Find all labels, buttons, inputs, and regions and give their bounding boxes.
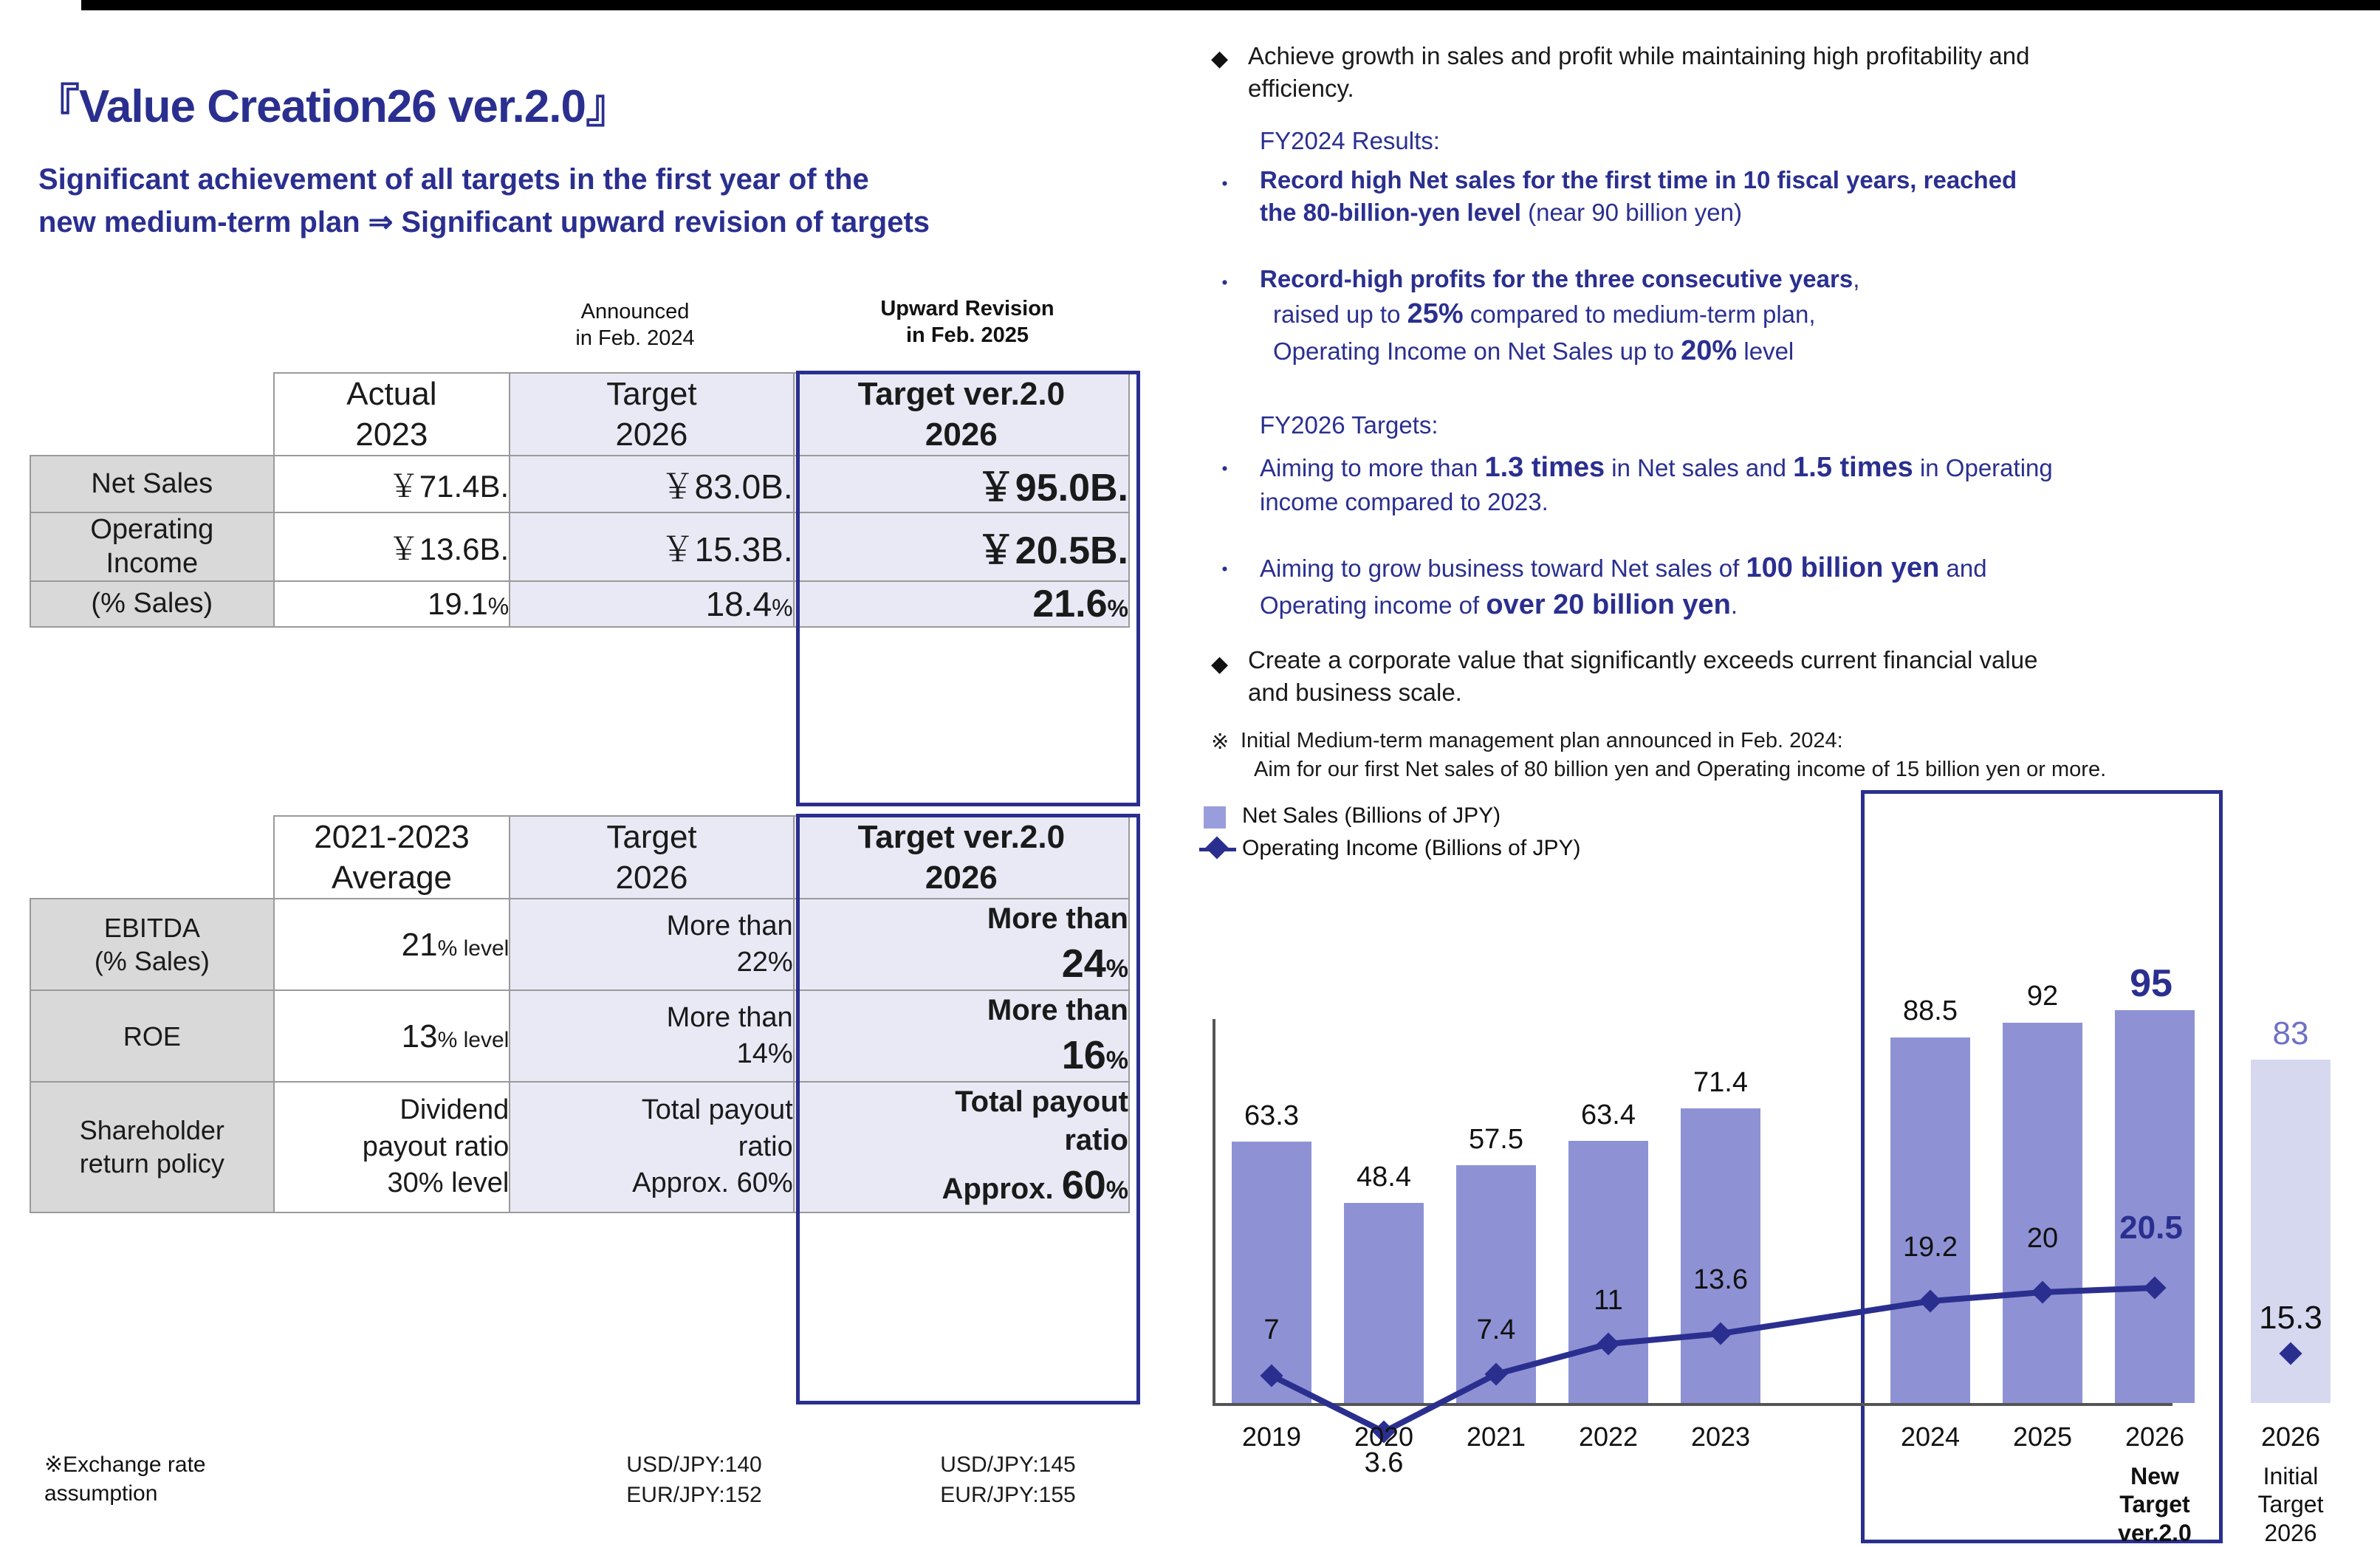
targets-table (30, 372, 1130, 628)
x-label-2020: 2020 (1354, 1421, 1414, 1452)
header2-target20-line1: Target ver.2.0 (857, 819, 1066, 855)
shareholder-target20-num: 60 (1061, 1163, 1106, 1208)
table-row-header (30, 816, 1129, 899)
row-label-shareholder-return (30, 1082, 274, 1212)
legend-label-operating-income: Operating Income (Billions of JPY) (1242, 836, 1581, 860)
header-average-line1: 2021-2023 (314, 819, 470, 855)
roe-average-num: 13 (401, 1018, 438, 1054)
op-label-2026-initial-target: 15.3 (2259, 1300, 2322, 1336)
shareholder-avg-line3: 30% level (387, 1167, 510, 1199)
shareholder-target20-unit: % (1105, 1176, 1128, 1205)
table-row (30, 1082, 1129, 1212)
top-black-bar (0, 0, 2380, 10)
bullet-marker: ・ (1213, 456, 1237, 483)
shareholder-target20-line1: Total payout (955, 1085, 1128, 1119)
x-sublabel-initial-target (2217, 1462, 2364, 1547)
note-announced-line1: Announced (580, 300, 690, 323)
fy2024-heading: FY2024 Results: (1260, 127, 1440, 154)
table1-note-revision (798, 295, 1137, 349)
footnote-marker: ※ (1211, 730, 1230, 754)
header-target-line1: Target (606, 376, 697, 412)
subtitle-line-2: new medium-term plan ⇒ Significant upward revision of targets (38, 206, 930, 239)
pct-sales-target20-unit: % (1107, 595, 1128, 622)
row-label-net-sales: Net Sales (30, 456, 274, 512)
table2-header-blank (30, 816, 274, 899)
ebitda-target20-line2 (795, 938, 1128, 989)
pct-sales-target-unit: % (772, 594, 793, 622)
shareholder-target-line2: ratio (738, 1131, 793, 1162)
shareholder-target-line3: Approx. 60% (632, 1167, 793, 1199)
shareholder-avg-line1: Dividend (399, 1094, 510, 1126)
roe-target20-line1: More than (987, 994, 1128, 1027)
pct-sales-actual (274, 581, 510, 627)
op-label-2024: 19.2 (1903, 1232, 1958, 1263)
fx-2025-eur: EUR/JPY:155 (940, 1482, 1076, 1507)
roe-target-line1: More than (666, 1001, 793, 1033)
op-income-label-line1: Operating (90, 514, 214, 545)
table-row (30, 581, 1129, 627)
bullet-record-line1: Record high Net sales for the first time in 10 fiscal years, reached (1260, 166, 2017, 193)
legend-label-net-sales: Net Sales (Billions of JPY) (1242, 803, 1501, 828)
fx-2025-usd: USD/JPY:145 (940, 1452, 1076, 1477)
bullet-marker: ・ (1213, 556, 1237, 583)
x-label-2022: 2022 (1578, 1421, 1639, 1452)
op-label-2021: 7.4 (1476, 1314, 1516, 1345)
bar-label-2026-initial-target: 83 (2272, 1015, 2309, 1052)
bullet-profits-line3: Operating Income on Net Sales up to 20% level (1273, 335, 1794, 366)
op-label-2020: 3.6 (1364, 1447, 1404, 1478)
ebitda-target20-unit: % (1105, 955, 1128, 983)
header-average-line2: Average (331, 860, 453, 896)
x-label-2026-initial: 2026 (2260, 1421, 2321, 1452)
diamond-icon: ◆ (1211, 47, 1229, 71)
subtitle-line-1: Significant achievement of all targets in the first year of the (38, 163, 869, 196)
ebitda-target (510, 899, 793, 990)
footnote-line1: Initial Medium-term management plan announced in Feb. 2024: (1241, 729, 1843, 752)
net-sales-target: ￥83.0B. (510, 456, 793, 512)
table2-header-target (510, 816, 793, 899)
table1-header-target-v2 (794, 373, 1129, 456)
bullet-fy2026-multiples (1260, 449, 2375, 518)
ebitda-target-v2 (794, 899, 1129, 990)
new-target-line2: Target (2119, 1491, 2190, 1518)
table2-header-target-v2 (794, 816, 1129, 899)
bullet-corp-value-line2: and business scale. (1248, 678, 1462, 706)
roe-average-unit: % level (437, 1027, 510, 1052)
roe-target-line2: 14% (736, 1038, 793, 1070)
net-sales-actual: ￥71.4B. (274, 456, 510, 512)
initial-target-line2: Target (2257, 1491, 2324, 1518)
header2-target20-line2: 2026 (925, 860, 998, 896)
page-title: 『Value Creation26 ver.2.0』 (34, 81, 631, 132)
roe-target20-num: 16 (1061, 1033, 1106, 1078)
table-row (30, 456, 1129, 512)
fy2026-heading: FY2026 Targets: (1260, 411, 1438, 439)
shareholder-target-line1: Total payout (641, 1094, 793, 1126)
header-actual-line2: 2023 (355, 416, 428, 453)
op-income-label-line2: Income (106, 547, 199, 579)
bullet-fy2026-absolute (1260, 549, 2375, 623)
new-target-line3: ver.2.0 (2118, 1519, 2192, 1546)
roe-average (274, 990, 510, 1082)
note-announced-line2: in Feb. 2024 (575, 326, 695, 351)
row-label-ebitda (30, 899, 274, 990)
table1-header-target (510, 373, 793, 456)
table1-note-announced (517, 298, 753, 352)
header-target-line2: 2026 (615, 416, 688, 453)
x-label-2019: 2019 (1241, 1421, 1302, 1452)
header-target20-line2: 2026 (925, 416, 998, 453)
row-label-roe (30, 990, 274, 1082)
initial-target-line3: 2026 (2264, 1519, 2317, 1546)
op-income-target: ￥15.3B. (510, 512, 793, 581)
shareholder-target20-approx: Approx. (942, 1173, 1054, 1206)
bullet-corp-value-line1: Create a corporate value that significantly exceeds current financial value (1248, 646, 2038, 673)
fx-2024-eur: EUR/JPY:152 (626, 1482, 762, 1507)
shareholder-target-v2 (794, 1082, 1129, 1212)
roe-target20-line2 (795, 1029, 1128, 1081)
fx-assumption-2025 (897, 1450, 1119, 1510)
bar-label-2023: 71.4 (1693, 1067, 1748, 1098)
shareholder-label-line2: return policy (79, 1148, 224, 1179)
pct-sales-actual-unit: % (487, 593, 510, 620)
shareholder-target20-line3 (795, 1159, 1128, 1211)
roe-target20-unit: % (1105, 1046, 1128, 1075)
ebitda-average-unit: % level (437, 936, 510, 961)
ebitda-label-line1: EBITDA (103, 913, 200, 944)
pct-sales-target (510, 581, 793, 627)
table2-header-average (274, 816, 510, 899)
fx-assumption-2024 (583, 1450, 805, 1510)
op-label-2022: 11 (1594, 1285, 1623, 1316)
bullet-absolute-line2: Operating income of over 20 billion yen. (1260, 589, 1738, 621)
bullet-corporate-value (1248, 644, 2378, 708)
bar-label-2024: 88.5 (1903, 995, 1958, 1026)
header2-target-line2: 2026 (615, 860, 688, 896)
bullet-record-line2: the 80-billion-yen level (near 90 billion yen) (1260, 198, 1742, 226)
x-label-2021: 2021 (1466, 1421, 1526, 1452)
bullet-growth-line1: Achieve growth in sales and profit while maintaining high profitability and (1248, 42, 2030, 69)
shareholder-label-line1: Shareholder (79, 1115, 224, 1146)
ebitda-target-line2: 22% (736, 947, 793, 978)
op-income-target-v2: ￥20.5B. (794, 512, 1129, 581)
pct-sales-target20-num: 21.6 (1032, 583, 1108, 626)
page-subtitle (38, 158, 1161, 244)
bar-label-2025: 92 (2026, 981, 2059, 1012)
header2-target-line1: Target (606, 819, 697, 855)
roe-target-v2 (794, 990, 1129, 1082)
bar-label-2026-new-target: 95 (2130, 962, 2172, 1005)
ebitda-target20-num: 24 (1061, 941, 1106, 986)
bullet-growth-line2: efficiency. (1248, 74, 1354, 102)
footnote-line2: Aim for our first Net sales of 80 billion yen and Operating income of 15 billion yen or more. (1254, 758, 2107, 782)
fx-assumption-label (44, 1450, 206, 1508)
performance-chart (1196, 797, 2378, 1546)
header-target20-line1: Target ver.2.0 (857, 376, 1066, 412)
op-label-2019: 7 (1263, 1314, 1280, 1345)
bar-label-2020: 48.4 (1357, 1162, 1411, 1193)
ebitda-average (274, 899, 510, 990)
bullet-record-parenthetical: (near 90 billion yen) (1528, 198, 1742, 226)
ebitda-target-line1: More than (666, 910, 793, 941)
x-label-2025: 2025 (2012, 1421, 2073, 1452)
note-revision-line2: in Feb. 2025 (905, 323, 1029, 348)
roe-label: ROE (123, 1021, 181, 1052)
table1-header-actual (274, 373, 510, 456)
ebitda-target20-line1: More than (987, 902, 1128, 935)
new-target-line1: New (2130, 1463, 2179, 1489)
bar-label-2022: 63.4 (1581, 1100, 1636, 1131)
op-label-2023: 13.6 (1693, 1264, 1748, 1295)
table-row (30, 899, 1129, 990)
bullet-multiples-line1: Aiming to more than 1.3 times in Net sales and 1.5 times in Operating (1260, 452, 2053, 483)
fx-label-line2: assumption (44, 1481, 158, 1506)
table1-header-blank (30, 373, 274, 456)
bullet-growth (1248, 40, 2370, 104)
bullet-absolute-line1: Aiming to grow business toward Net sales of 100 billion yen and (1260, 552, 1987, 583)
footnote-initial-plan (1241, 727, 2378, 784)
bar-label-2021: 57.5 (1469, 1124, 1523, 1155)
roe-target (510, 990, 793, 1082)
shareholder-avg-line2: payout ratio (362, 1131, 510, 1162)
x-sublabel-new-target (2081, 1462, 2229, 1547)
shareholder-average (274, 1082, 510, 1212)
x-label-2024: 2024 (1900, 1421, 1961, 1452)
bullet-marker: ・ (1213, 171, 1237, 198)
pct-sales-target-v2 (794, 581, 1129, 627)
row-label-operating-income (30, 512, 274, 581)
pct-sales-actual-num: 19.1 (427, 586, 488, 622)
fx-2024-usd: USD/JPY:140 (626, 1452, 762, 1477)
ebitda-average-num: 21 (401, 926, 438, 963)
op-label-2025: 20 (2026, 1223, 2059, 1254)
x-label-2023: 2023 (1690, 1421, 1751, 1452)
x-label-2026-new: 2026 (2124, 1421, 2185, 1452)
bullet-record-profits (1260, 263, 2375, 369)
fx-label-line1: ※Exchange rate (44, 1452, 206, 1477)
top-bar-white-notch (0, 0, 81, 10)
bullet-profits-line1: Record-high profits for the three consecutive years, (1260, 265, 1860, 292)
ebitda-label-line2: (% Sales) (94, 946, 210, 977)
kpi-table (30, 815, 1130, 1213)
shareholder-target20-line2: ratio (1064, 1124, 1128, 1157)
shareholder-target (510, 1082, 793, 1212)
bullet-marker: ・ (1213, 270, 1237, 297)
pct-sales-target-num: 18.4 (705, 585, 772, 624)
bullet-profits-line2: raised up to 25% compared to medium-term plan, (1273, 298, 1816, 329)
row-label-pct-sales: (% Sales) (30, 581, 274, 627)
diamond-icon: ◆ (1211, 652, 1229, 676)
table-row (30, 512, 1129, 581)
op-income-actual: ￥13.6B. (274, 512, 510, 581)
op-label-2026-new-target: 20.5 (2119, 1210, 2183, 1246)
header-actual-line1: Actual (346, 376, 437, 412)
table-row (30, 990, 1129, 1082)
bar-label-2019: 63.3 (1244, 1100, 1299, 1131)
bullet-multiples-line2: income compared to 2023. (1260, 488, 1549, 516)
note-revision-line1: Upward Revision (880, 297, 1054, 320)
initial-target-line1: Initial (2263, 1463, 2319, 1489)
net-sales-target-v2: ￥95.0B. (794, 456, 1129, 512)
table-row-header (30, 373, 1129, 456)
bullet-record-net-sales (1260, 164, 2375, 228)
left-panel (0, 10, 1189, 1545)
